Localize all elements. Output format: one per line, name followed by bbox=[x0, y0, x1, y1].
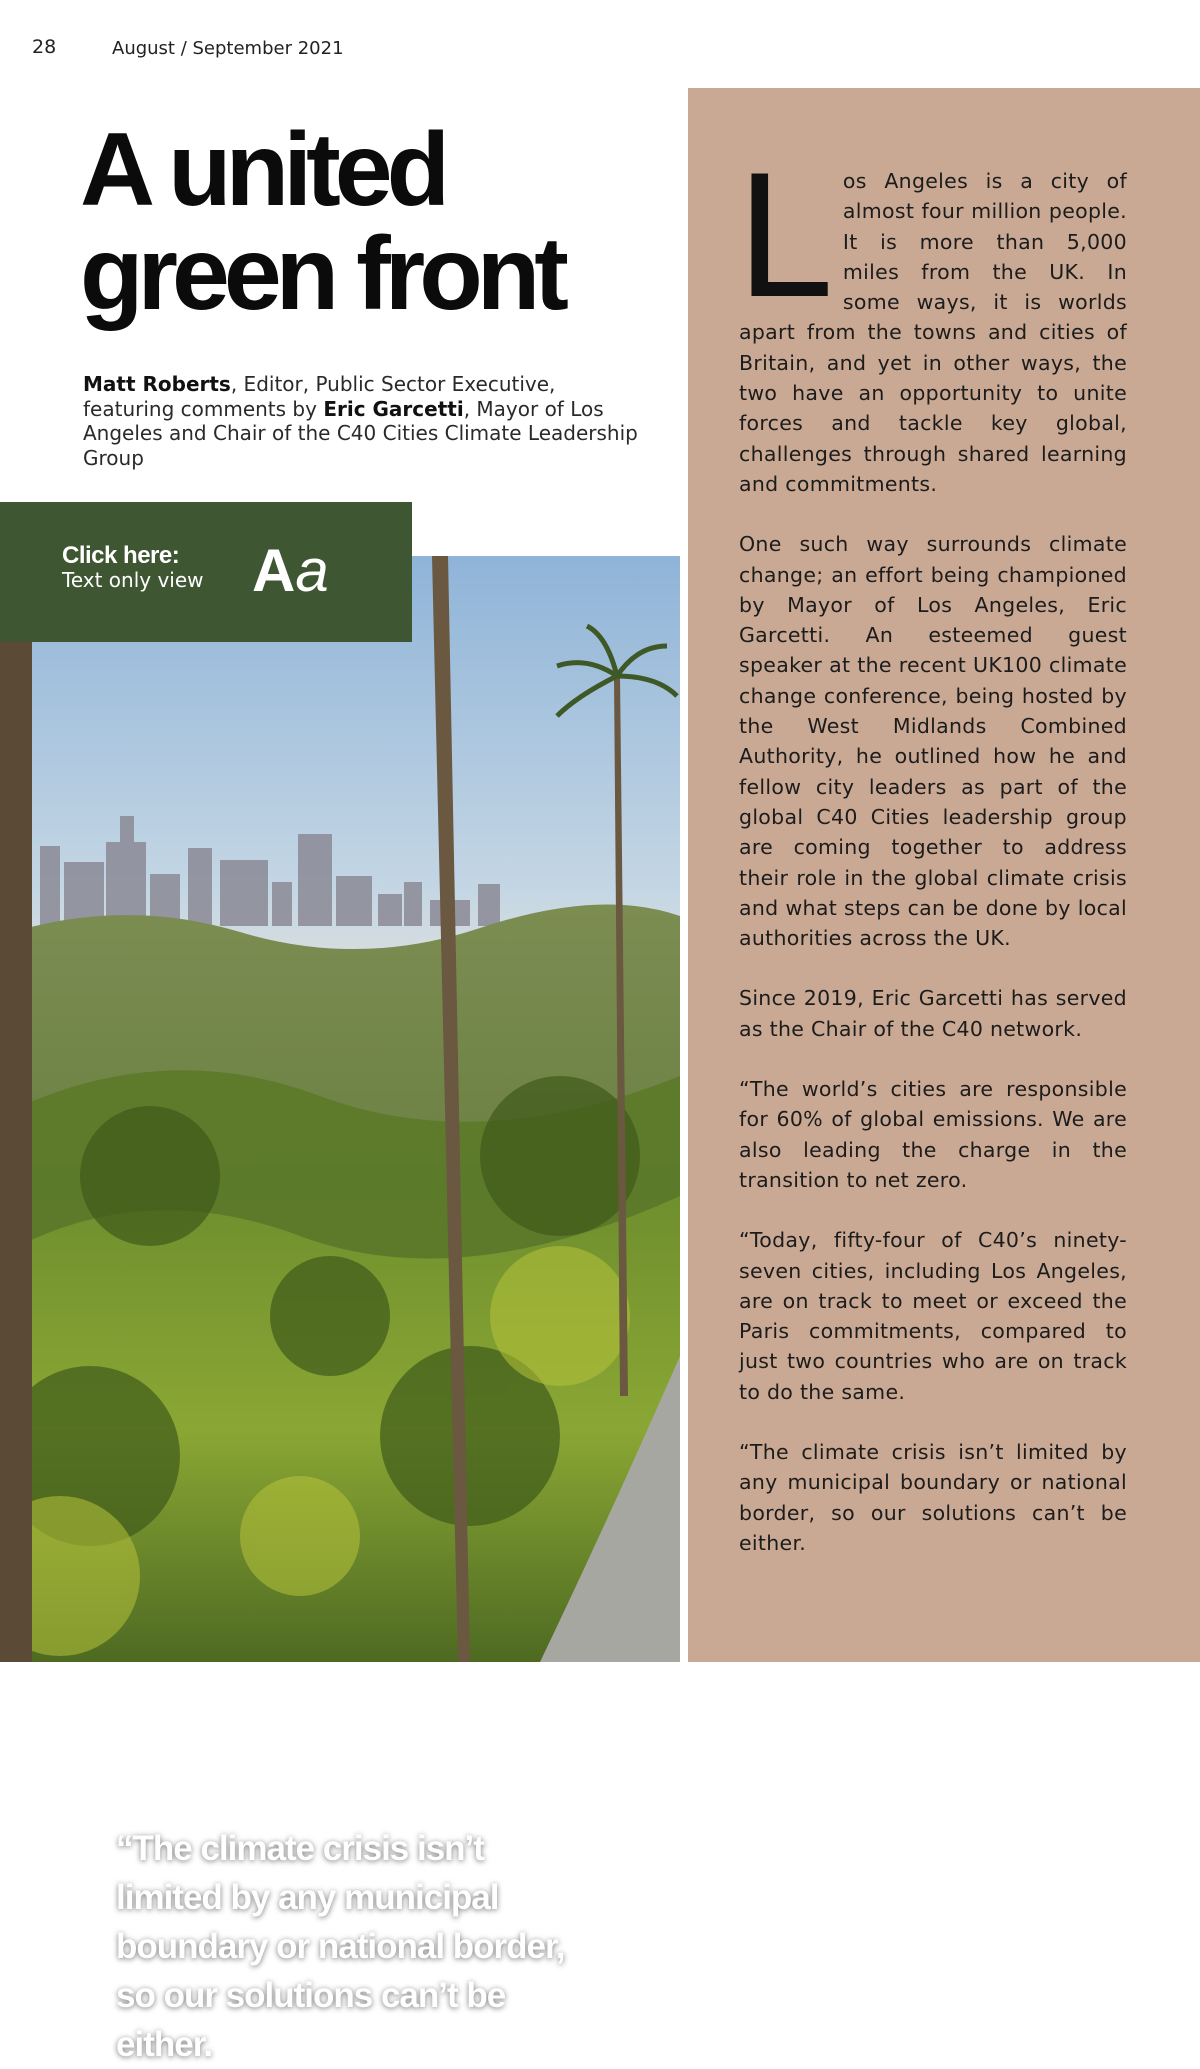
page-number: 28 bbox=[32, 36, 57, 58]
drop-cap: L bbox=[735, 140, 829, 336]
featured-name: Eric Garcetti bbox=[323, 396, 464, 421]
article-body bbox=[735, 140, 1127, 1588]
los-angeles-skyline-photo bbox=[0, 556, 680, 1662]
text-only-view-button[interactable] bbox=[0, 502, 412, 642]
article-paragraph bbox=[735, 140, 1127, 499]
title-line-2: green front bbox=[80, 216, 563, 332]
article-title bbox=[80, 112, 680, 332]
pull-quote: “The climate crisis isn’t limited by any municipal boundary or national border, so our solutions can’t be either. bbox=[116, 1829, 565, 2064]
article-paragraph: One such way surrounds climate change; an effort being championed by Mayor of Los Angeles, Eric Garcetti. An esteemed guest speaker at the recent UK100 climate change conference, being hosted by the West Midlands Combined Authority, he outlined how he and fellow city leaders as part of the global C40 Cities leadership group are coming together to address their role in the global climate crisis and what steps can be done by local authorities across the UK. bbox=[739, 532, 1127, 951]
font-icon-lower: a bbox=[295, 537, 329, 604]
hero-image bbox=[0, 556, 680, 2064]
byline bbox=[83, 372, 643, 470]
paragraph-text: os Angeles is a city of almost four million people. It is more than 5,000 miles from the UK. In some ways, it is worlds apart from the towns and cities of Britain, and yet in other ways, the two have an opportunity to unite forces and tackle key global, challenges through shared learning and commitments. bbox=[739, 169, 1127, 496]
article-paragraph: “Today, fifty-four of C40’s ninety-seven cities, including Los Angeles, are on track to meet or exceed the Paris commitments, compared to just two countries who are on track to do the same. bbox=[739, 1228, 1127, 1404]
author-role: , Editor, Public Sector Executive, featuring comments by bbox=[83, 372, 556, 421]
title-line-1: A united bbox=[80, 112, 445, 228]
article-paragraph: “The climate crisis isn’t limited by any municipal boundary or national border, so our solutions can’t be either. bbox=[739, 1439, 1127, 1555]
article-paragraph: Since 2019, Eric Garcetti has served as the Chair of the C40 network. bbox=[739, 986, 1127, 1041]
featured-role: , Mayor of Los Angeles and Chair of the C40 Cities Climate Leadership Group bbox=[83, 396, 638, 470]
font-icon-upper: A bbox=[252, 537, 296, 604]
issue-date: August / September 2021 bbox=[112, 38, 344, 59]
text-only-label: Text only view bbox=[62, 568, 204, 592]
author-name: Matt Roberts bbox=[83, 372, 231, 396]
font-size-icon bbox=[252, 536, 329, 606]
click-here-label: Click here: bbox=[62, 542, 180, 569]
article-paragraph: “The world’s cities are responsible for 60% of global emissions. We are also leading the charge in the transition to net zero. bbox=[739, 1077, 1127, 1192]
